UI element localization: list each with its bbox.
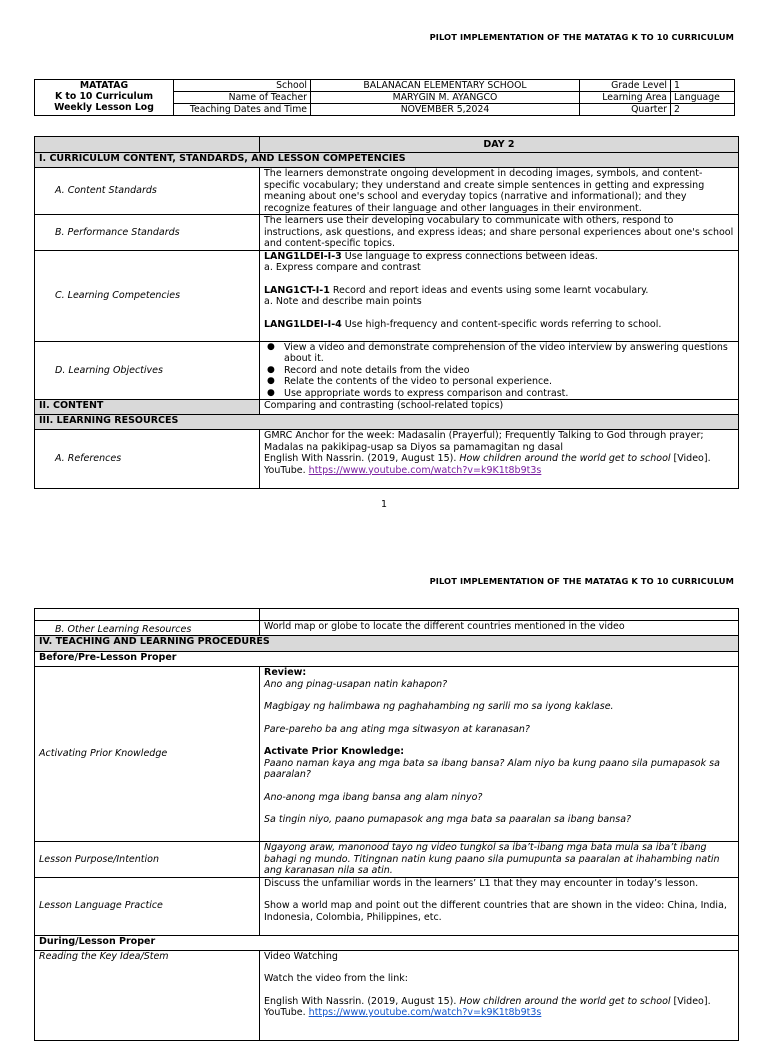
competency-code-1: LANG1LDEI-I-3 bbox=[264, 250, 342, 262]
section-curriculum: I. CURRICULUM CONTENT, STANDARDS, AND LESSON COMPETENCIES bbox=[35, 153, 739, 168]
other-resources-text: World map or globe to locate the different countries mentioned in the video bbox=[260, 621, 739, 636]
competency-text-1: Use language to express connections between ideas. bbox=[341, 250, 598, 262]
competency-text-3: Use high-frequency and content-specific words referring to school. bbox=[341, 318, 662, 330]
objective-item: ● Relate the contents of the video to personal experience. bbox=[264, 376, 734, 388]
competency-text-2: Record and report ideas and events using some learnt vocabulary. bbox=[329, 284, 649, 296]
reading-citation: English With Nassrin. (2019, August 15). How children around the world get to school [Video]. YouTube. https://www.youtube.com/watch?v=k9K1t8b9t3s bbox=[264, 995, 711, 1018]
references-text bbox=[260, 430, 739, 489]
review-question: Magbigay ng halimbawa ng paghahambing ng sarili mo sa iyong kaklase. bbox=[264, 701, 614, 712]
references-label: A. References bbox=[35, 430, 260, 489]
page-header-2: PILOT IMPLEMENTATION OF THE MATATAG K TO 10 CURRICULUM bbox=[429, 576, 734, 586]
competencies-label: C. Learning Competencies bbox=[35, 250, 260, 341]
review-question: Pare-pareho ba ang ating mga sitwasyon at karanasan? bbox=[264, 723, 530, 735]
teacher-value: MARYGIN M. AYANGCO bbox=[311, 92, 580, 104]
lesson-table-page-2 bbox=[34, 608, 739, 1041]
video-link[interactable]: https://www.youtube.com/watch?v=k9K1t8b9t3s bbox=[308, 464, 542, 476]
section-content: II. CONTENT bbox=[35, 400, 260, 415]
content-standards-label: A. Content Standards bbox=[35, 168, 260, 215]
activating-text bbox=[260, 667, 739, 842]
before-lesson-label: Before/Pre-Lesson Proper bbox=[35, 652, 739, 667]
objective-item: ● View a video and demonstrate comprehension of the video interview by answering questions about it. bbox=[264, 342, 734, 365]
video-watching-heading: Video Watching bbox=[264, 950, 338, 962]
lesson-table-page-1 bbox=[34, 136, 739, 489]
gmrc-anchor: GMRC Anchor for the week: Madasalin (Prayerful); Frequently Talking to God through prayer; Madalas na pakikipag-usap sa Diyos sa pamamagitan ng dasal bbox=[264, 430, 704, 453]
competency-sub-2: a. Note and describe main points bbox=[264, 296, 422, 307]
other-resources-label: B. Other Learning Resources bbox=[35, 621, 260, 636]
title-line-1: MATATAG bbox=[79, 80, 129, 91]
competencies-text bbox=[260, 250, 739, 341]
content-standards-text: The learners demonstrate ongoing development in decoding images, symbols, and content-specific vocabulary; they understand and create simple sentences in getting and expressing meaning about one's school and everyday topics (narrative and informational); and they recognize features of their language and other languages in their environment. bbox=[260, 168, 739, 215]
apk-question: Sa tingin niyo, paano pumapasok ang mga bata sa paaralan sa ibang bansa? bbox=[264, 814, 632, 825]
video-link-2[interactable]: https://www.youtube.com/watch?v=k9K1t8b9t3s bbox=[308, 1007, 542, 1018]
day-header: DAY 2 bbox=[260, 137, 739, 153]
competency-code-3: LANG1LDEI-I-4 bbox=[264, 318, 342, 330]
quarter-value: 2 bbox=[671, 104, 735, 116]
practice-item: Show a world map and point out the different countries that are shown in the video: China, India, Indonesia, Colombia, Philippines, etc. bbox=[264, 900, 727, 923]
apk-question: Paano naman kaya ang mga bata sa ibang bansa? Alam niyo ba kung paano sila pumapasok sa paaralan? bbox=[264, 757, 720, 780]
competency-code-2: LANG1CT-I-1 bbox=[264, 284, 330, 296]
quarter-label: Quarter bbox=[580, 104, 671, 116]
objective-item: ● Use appropriate words to express comparison and contrast. bbox=[264, 388, 734, 400]
performance-standards-text: The learners use their developing vocabulary to communicate with others, respond to instructions, ask questions, and express ideas; and share personal experiences about one's school and content-specific topics. bbox=[260, 215, 739, 251]
performance-standards-label: B. Performance Standards bbox=[35, 215, 260, 251]
lesson-log-info-table bbox=[34, 79, 735, 116]
review-heading: Review: bbox=[264, 667, 307, 678]
purpose-label: Lesson Purpose/Intention bbox=[35, 842, 260, 878]
dates-label: Teaching Dates and Time bbox=[174, 104, 311, 116]
teacher-label: Name of Teacher bbox=[174, 92, 311, 104]
watch-instruction: Watch the video from the link: bbox=[264, 973, 408, 984]
title-line-2: K to 10 Curriculum bbox=[54, 91, 154, 102]
grade-value: 1 bbox=[671, 80, 735, 92]
page-header: PILOT IMPLEMENTATION OF THE MATATAG K TO 10 CURRICULUM bbox=[429, 32, 734, 42]
practice-item: Discuss the unfamiliar words in the learners’ L1 that they may encounter in today’s lesson. bbox=[264, 877, 699, 889]
practice-text bbox=[260, 877, 739, 935]
activating-label: Activating Prior Knowledge bbox=[35, 667, 260, 842]
review-question: Ano ang pinag-usapan natin kahapon? bbox=[264, 678, 448, 690]
apk-question: Ano-anong mga ibang bansa ang alam ninyo? bbox=[264, 791, 483, 803]
area-value: Language bbox=[671, 92, 735, 104]
apk-heading: Activate Prior Knowledge: bbox=[264, 746, 405, 757]
during-lesson-label: During/Lesson Proper bbox=[35, 935, 739, 950]
section-learning-resources: III. LEARNING RESOURCES bbox=[35, 415, 739, 430]
reading-label: Reading the Key Idea/Stem bbox=[35, 950, 260, 1040]
area-label: Learning Area bbox=[580, 92, 671, 104]
objectives-label: D. Learning Objectives bbox=[35, 341, 260, 400]
content-text: Comparing and contrasting (school-related topics) bbox=[260, 400, 739, 415]
reference-citation: English With Nassrin. (2019, August 15). How children around the world get to school [Video]. YouTube. https://www.youtube.com/watch?v=k9K1t8b9t3s bbox=[264, 453, 711, 476]
objective-item: ● Record and note details from the video bbox=[264, 365, 734, 377]
grade-label: Grade Level bbox=[580, 80, 671, 92]
purpose-text: Ngayong araw, manonood tayo ng video tungkol sa iba’t-ibang mga bata mula sa iba’t ibang bahagi ng mundo. Titingnan natin kung paano sila pumupunta sa paaralan at ihahambing natin ang karanasan nila sa atin. bbox=[260, 842, 739, 878]
competency-sub-1: a. Express compare and contrast bbox=[264, 262, 421, 273]
section-procedures: IV. TEACHING AND LEARNING PROCEDURES bbox=[35, 636, 739, 652]
reading-text bbox=[260, 950, 739, 1040]
page-number: 1 bbox=[380, 499, 388, 510]
dates-value: NOVEMBER 5,2024 bbox=[311, 104, 580, 116]
school-label: School bbox=[174, 80, 311, 92]
school-value: BALANACAN ELEMENTARY SCHOOL bbox=[311, 80, 580, 92]
title-line-3: Weekly Lesson Log bbox=[54, 102, 154, 113]
practice-label: Lesson Language Practice bbox=[35, 877, 260, 935]
lesson-log-title bbox=[35, 80, 174, 116]
objectives-list bbox=[260, 341, 739, 400]
